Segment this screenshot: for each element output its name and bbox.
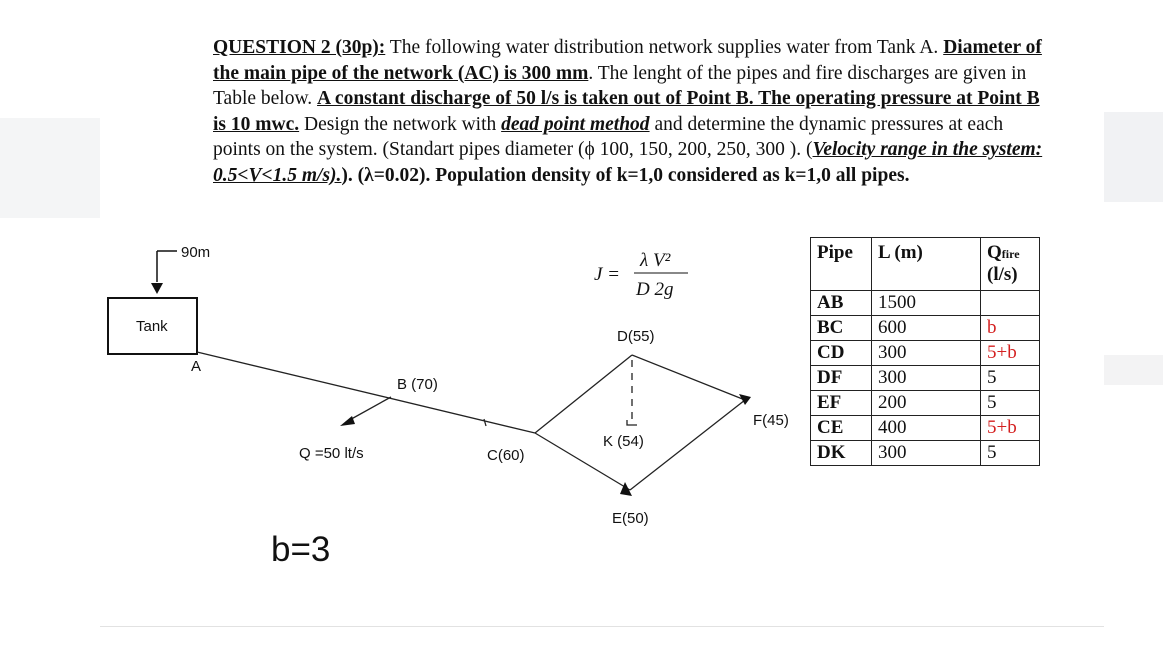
header-qfire: Qfire (l/s) (981, 238, 1040, 291)
pipe-length: 1500 (872, 291, 981, 316)
fire-discharge: 5+b (981, 341, 1040, 366)
pipe-length: 400 (872, 416, 981, 441)
question-heading: QUESTION 2 (30p): (213, 37, 386, 58)
fire-discharge (981, 291, 1040, 316)
pipe-length: 600 (872, 316, 981, 341)
node-k-label: K (54) (603, 433, 644, 450)
fire-discharge: b (981, 316, 1040, 341)
pipe-length: 300 (872, 341, 981, 366)
velocity-range-value: 0.5<V<1.5 m/s). (213, 164, 342, 186)
table-row (811, 316, 1040, 341)
formula-numerator: λ V² (640, 250, 671, 271)
pipe-tick (484, 419, 486, 426)
node-b-label: B (70) (397, 376, 438, 393)
formula-lhs: J = (594, 264, 621, 285)
node-c-label: C(60) (487, 447, 525, 464)
pipe-length: 200 (872, 391, 981, 416)
pipe-table (810, 237, 1040, 466)
header-length: L (m) (872, 238, 981, 291)
table-row (811, 416, 1040, 441)
table-row (811, 291, 1040, 316)
node-d-label: D(55) (617, 328, 655, 345)
main-pipe-diameter: Diameter of the main pipe of the network (AC) is 300 mm (213, 37, 1042, 84)
outflow-arrow-icon (340, 416, 355, 426)
pipe-length: 300 (872, 366, 981, 391)
table-row (811, 341, 1040, 366)
dead-end-marker (627, 420, 637, 425)
pipe-id: DF (811, 366, 872, 391)
node-e-arrow-icon (620, 482, 632, 496)
pipe-id: BC (811, 316, 872, 341)
outflow-label: Q =50 lt/s (299, 445, 364, 462)
elevation-arrow-icon (151, 283, 163, 294)
pipe-id: AB (811, 291, 872, 316)
pipe-id: DK (811, 441, 872, 466)
design-method: dead point method (501, 113, 650, 135)
node-a-label: A (191, 358, 202, 375)
table-row (811, 391, 1040, 416)
fire-discharge: 5 (981, 391, 1040, 416)
pipe-df (632, 355, 745, 400)
table-header-row (811, 238, 1040, 291)
pipe-id: EF (811, 391, 872, 416)
pipe-cd (535, 355, 632, 433)
velocity-range-label: Velocity range in the system: (812, 139, 1043, 161)
header-pipe: Pipe (811, 238, 872, 291)
b-value-note: b=3 (271, 530, 331, 569)
node-e-label: E(50) (612, 510, 649, 527)
question-tail: ). (λ=0.02). Population density of k=1,0 considered as k=1,0 all pipes. (341, 164, 910, 186)
question-text: QUESTION 2 (30p): The following water distribution network supplies water from Tank A. Diameter of the main pipe of the network (AC) is 300 mm. The lenght of the pipes and fire discharges are given in Table below. A constant discharge of 50 l/s is taken out of Point B. The operating pressure at Point B is 10 mwc. Design the network with dead point method and determine the dynamic pressures at each points on the system. (Standart pipes diameter (ϕ 100, 150, 200, 250, 300 ). (Velocity range in the system: 0.5<V<1.5 m/s).). (λ=0.02). Population density of k=1,0 considered as k=1,0 all pipes. (213, 37, 1043, 186)
fire-discharge: 5+b (981, 416, 1040, 441)
constant-discharge-note: A constant discharge of 50 l/s is taken out of Point B. The operating pressure at Point B is 10 mwc. (213, 88, 1040, 135)
fire-discharge: 5 (981, 366, 1040, 391)
table-row (811, 366, 1040, 391)
node-f-label: F(45) (753, 412, 789, 429)
elevation-label: 90m (181, 244, 211, 261)
pipe-id: CE (811, 416, 872, 441)
pipe-ef (630, 400, 745, 490)
pipe-length: 300 (872, 441, 981, 466)
table-row (811, 441, 1040, 466)
formula-denominator: D 2g (636, 279, 674, 300)
fire-discharge: 5 (981, 441, 1040, 466)
pipe-id: CD (811, 341, 872, 366)
tank-label: Tank (136, 318, 168, 335)
